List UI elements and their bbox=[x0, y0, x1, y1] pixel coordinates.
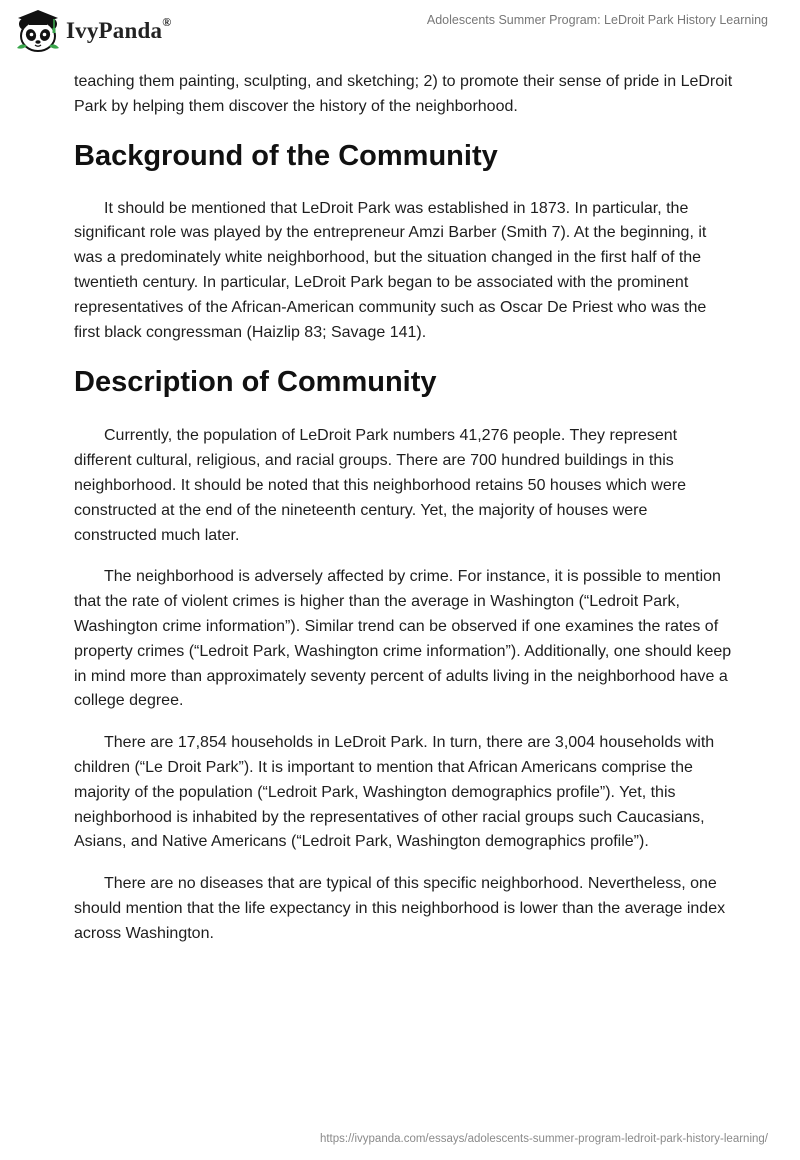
description-paragraph-population: Currently, the population of LeDroit Park numbers 41,276 people. They represent different cultural, religious, and racial groups. There are 700 hundred buildings in this neighborhood. It should be noted that this neighborhood retains 50 houses which were constructed at the end of the nineteenth century. Yet, the majority of houses were constructed much later. bbox=[74, 427, 686, 544]
description-paragraph-crime: The neighborhood is adversely affected by crime. For instance, it is possible to mention that the rate of violent crimes is higher than the average in Washington (“Ledroit Park, Washington crime information”). Similar trend can be observed if one examines the rates of property crimes (“Ledroit Park, Washington crime information”). Additionally, one should keep in mind more than approximately seventy percent of adults living in the neighborhood have a college degree. bbox=[74, 568, 732, 710]
logo-wordmark: IvyPanda® bbox=[66, 15, 172, 43]
registered-mark: ® bbox=[162, 15, 172, 30]
document-title: Adolescents Summer Program: LeDroit Park History Learning bbox=[426, 13, 768, 27]
description-paragraph-households: There are 17,854 households in LeDroit Park. In turn, there are 3,004 households with children (“Le Droit Park”). It is important to mention that African Americans comprise the majority of the population (“Ledroit Park, Washington demographics profile”). Yet, this neighborhood is inhabited by the representatives of other racial groups such Caucasians, Asians, and Native Americans (“Ledroit Park, Washington demographics profile”). bbox=[74, 734, 715, 851]
description-paragraph-health: There are no diseases that are typical of this specific neighborhood. Nevertheless, one should mention that the life expectancy in this neighborhood is lower than the average index across Washington. bbox=[74, 875, 726, 942]
panda-graduate-icon bbox=[14, 8, 62, 54]
essay-body bbox=[74, 70, 734, 947]
source-url[interactable]: https://ivypanda.com/essays/adolescents-summer-program-ledroit-park-history-learning/ bbox=[319, 1133, 768, 1145]
heading-description-of-community: Description of Community bbox=[74, 366, 437, 399]
intro-paragraph: teaching them painting, sculpting, and sketching; 2) to promote their sense of pride in LeDroit Park by helping them discover the history of the neighborhood. bbox=[74, 73, 733, 115]
ivypanda-logo[interactable] bbox=[14, 8, 171, 54]
background-paragraph: It should be mentioned that LeDroit Park was established in 1873. In particular, the significant role was played by the entrepreneur Amzi Barber (Smith 7). At the beginning, it was a predominately white neighborhood, but the situation changed in the first half of the twentieth century. In particular, LeDroit Park began to be associated with the prominent representatives of the African-American community such as Oscar De Priest who was the first black congressman (Haizlip 83; Savage 141). bbox=[74, 199, 707, 341]
page-header bbox=[0, 0, 800, 64]
heading-background-of-community: Background of the Community bbox=[74, 139, 498, 172]
